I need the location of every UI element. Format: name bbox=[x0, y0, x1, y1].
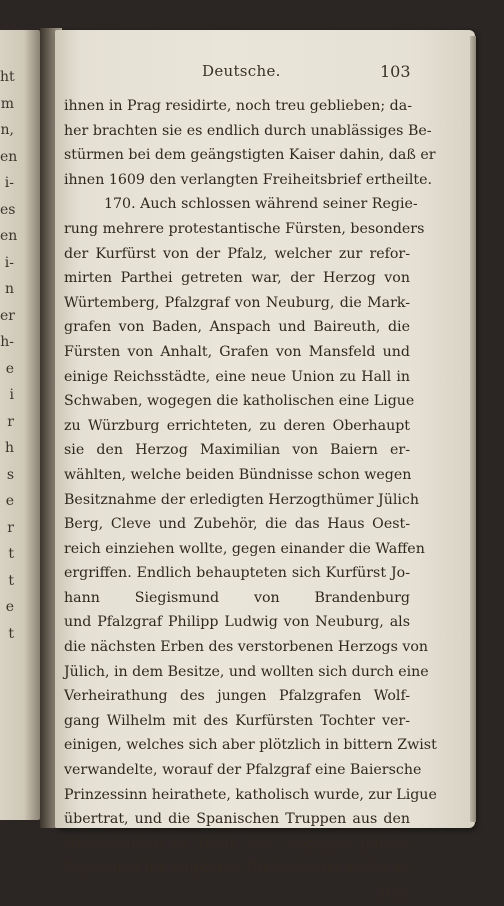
text-line: Sigismund die empörten Niederländer selbst zu bbox=[64, 860, 410, 877]
text-line: stürmen bei dem geängstigten Kaiser dahin, daß er bbox=[64, 147, 436, 164]
text-line: ihnen 1609 den verlangten Freiheitsbrief ertheilte. bbox=[64, 171, 433, 188]
text-line: her brachten sie es endlich durch unablässiges Be- bbox=[64, 122, 432, 139]
text-line: hann Siegismund von Brandenburg bbox=[64, 589, 410, 606]
facing-page-fragment: r bbox=[7, 519, 14, 536]
facing-page-fragment: t bbox=[8, 546, 14, 562]
facing-page-fragment: en bbox=[0, 228, 18, 244]
facing-page-fragment: h bbox=[4, 440, 14, 456]
page-body-text bbox=[64, 94, 437, 906]
running-head: Deutsche. bbox=[202, 62, 281, 80]
facing-page-edge bbox=[0, 30, 40, 820]
page-number: 103 bbox=[380, 62, 411, 81]
text-line: Berg, Cleve und Zubehör, die das Haus Oest- bbox=[64, 516, 410, 533]
text-line: ergriffen. Endlich behaupteten sich Kurfürst Jo- bbox=[64, 565, 410, 582]
catchword: Hül- bbox=[379, 885, 410, 901]
facing-page-fragment: i bbox=[9, 387, 14, 403]
facing-page-fragment: e bbox=[5, 360, 14, 377]
facing-page-fragment: i- bbox=[4, 175, 14, 191]
text-line: die nächsten Erben des verstorbenen Herzogs von bbox=[64, 639, 429, 656]
facing-page-fragment: m bbox=[0, 95, 14, 112]
facing-page-fragment: i- bbox=[4, 254, 14, 271]
text-line: grafen von Baden, Anspach und Baireuth, die bbox=[64, 319, 410, 336]
facing-page-fragment: ht bbox=[0, 69, 15, 85]
text-line: Fürsten von Anhalt, Grafen von Mansfeld und bbox=[64, 343, 410, 360]
text-line: rung mehrere protestantische Fürsten, besonders bbox=[64, 220, 425, 237]
text-line: ihnen in Prag residirte, noch treu geblieben; da- bbox=[64, 98, 413, 114]
text-line: Prinzessinn heirathete, katholisch wurde, zur Ligue bbox=[64, 786, 437, 803]
text-line: Besitznahme der erledigten Herzogthümer Jülich bbox=[64, 491, 419, 508]
text-line: mirten Parthei getreten war, der Herzog von bbox=[64, 270, 410, 287]
text-line: der Kurfürst von der Pfalz, welcher zur refor- bbox=[64, 245, 410, 262]
facing-page-fragment: r bbox=[7, 413, 14, 430]
text-line: gang Wilhelm mit des Kurfürsten Tochter ver- bbox=[64, 712, 410, 729]
text-line: sie den Herzog Maximilian von Baiern er- bbox=[64, 442, 410, 459]
facing-page-fragment: e bbox=[5, 493, 14, 509]
page-edge-shadow bbox=[470, 36, 476, 822]
text-line: und Pfalzgraf Philipp Ludwig von Neuburg, als bbox=[64, 614, 410, 631]
facing-page-fragment: t bbox=[8, 625, 14, 642]
text-line: übertrat, und die Spanischen Truppen aus den bbox=[64, 811, 410, 828]
facing-page-fragment: h- bbox=[0, 334, 14, 350]
text-line: wählten, welche beiden Bündnisse schon wegen bbox=[64, 466, 412, 483]
text-line: Niederlanden zu Hülfe rief, wogegen Johann bbox=[64, 835, 410, 852]
facing-page-fragment: en bbox=[0, 148, 18, 165]
text-line: Schwaben, wogegen die katholischen eine Ligue bbox=[64, 393, 415, 410]
text-line: reich einziehen wollte, gegen einander die Waffen bbox=[64, 540, 425, 557]
text-line: Würtemberg, Pfalzgraf von Neuburg, die Mark- bbox=[64, 294, 410, 311]
text-line: verwandelte, worauf der Pfalzgraf eine Baiersche bbox=[64, 762, 422, 779]
text-line: zu Würzburg errichteten, zu deren Oberhaupt bbox=[64, 417, 410, 434]
text-line: einige Reichsstädte, eine neue Union zu Hall in bbox=[64, 368, 410, 385]
facing-page-fragment: t bbox=[8, 572, 14, 589]
text-line: Verheirathung des jungen Pfalzgrafen Wolf- bbox=[64, 688, 410, 705]
facing-page-fragment: e bbox=[5, 599, 14, 615]
text-line: einigen, welches sich aber plötzlich in bittern Zwist bbox=[64, 737, 437, 754]
facing-page-fragment: n, bbox=[0, 122, 14, 138]
facing-page-fragment: s bbox=[6, 466, 14, 483]
facing-page-fragment: n bbox=[4, 281, 14, 297]
text-line: Jülich, in dem Besitze, und wollten sich durch eine bbox=[64, 663, 429, 680]
paragraph-start-line: 170. Auch schlossen während seiner Regie- bbox=[104, 196, 418, 213]
facing-page-fragment: er bbox=[0, 307, 15, 324]
facing-page-fragment: es bbox=[0, 201, 16, 218]
